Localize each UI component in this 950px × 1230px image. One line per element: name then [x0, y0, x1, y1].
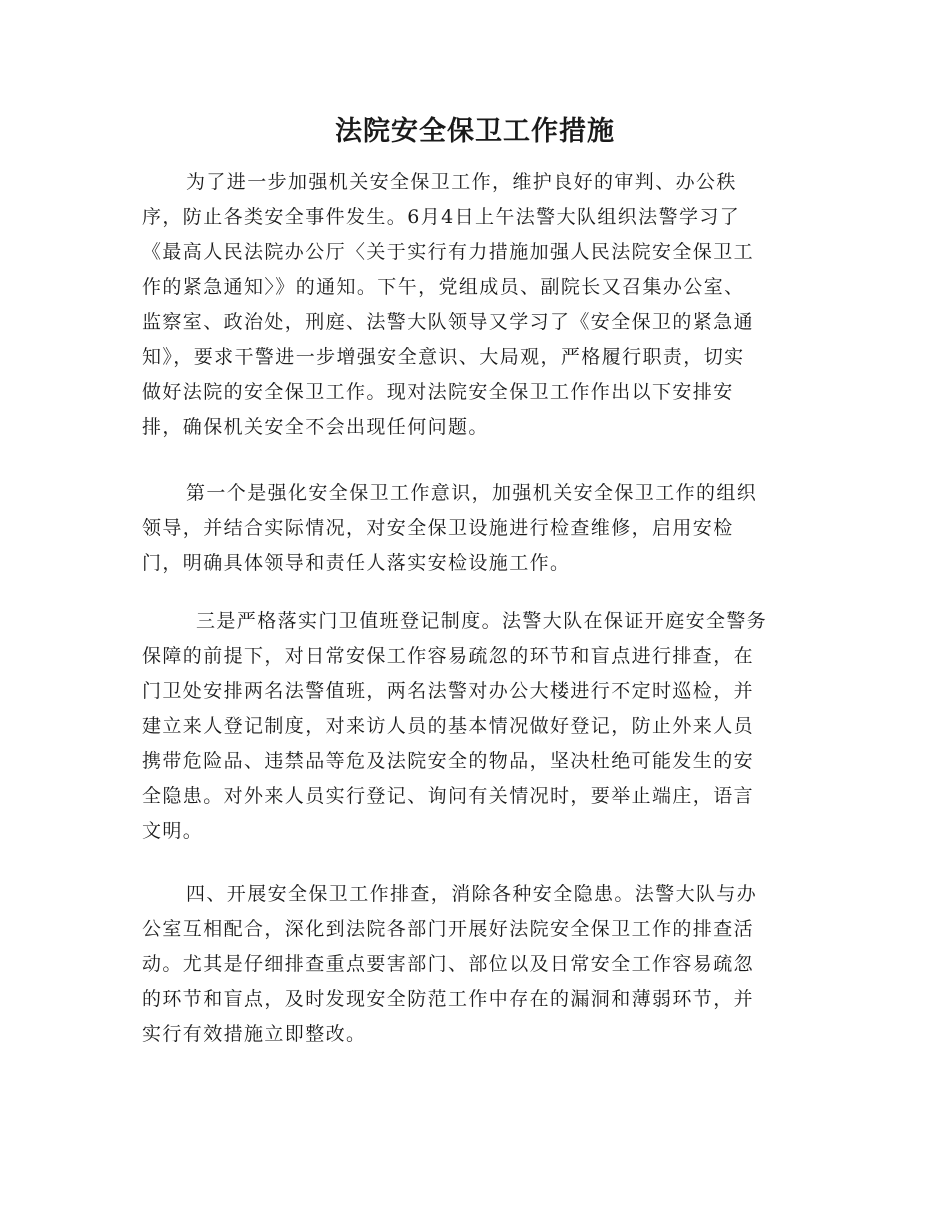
paragraph-line: 保障的前提下，对日常安保工作容易疏忽的环节和盲点进行排查，在: [142, 645, 755, 667]
paragraph-line: 第一个是强化安全保卫工作意识，加强机关安全保卫工作的组织: [186, 482, 758, 504]
paragraph-line: 门卫处安排两名法警值班，两名法警对办公大楼进行不定时巡检，并: [142, 680, 755, 702]
paragraph-line: 《最高人民法院办公厅〈关于实行有力措施加强人民法院安全保卫工: [142, 241, 755, 263]
paragraph-line: 建立来人登记制度，对来访人员的基本情况做好登记，防止外来人员: [142, 715, 755, 737]
paragraph-line: 公室互相配合，深化到法院各部门开展好法院安全保卫工作的排查活: [142, 918, 755, 940]
paragraph-line: 文明。: [142, 820, 204, 842]
paragraph-line: 排，确保机关安全不会出现任何问题。: [142, 416, 489, 438]
paragraph-line: 知》，要求干警进一步增强安全意识、大局观，严格履行职责，切实: [142, 346, 745, 368]
paragraph-line: 为了进一步加强机关安全保卫工作，维护良好的审判、办公秩: [186, 171, 737, 193]
document-title: 法院安全保卫工作措施: [335, 116, 615, 147]
paragraph-line: 动。尤其是仔细排查重点要害部门、部位以及日常安全工作容易疏忽: [142, 953, 755, 975]
paragraph-first-measure: [142, 476, 808, 581]
paragraph-line: 做好法院的安全保卫工作。现对法院安全保卫工作作出以下安排安: [142, 381, 734, 403]
paragraph-line: 监察室、政治处，刑庭、法警大队领导又学习了《安全保卫的紧急通: [142, 311, 755, 333]
paragraph-line: 的环节和盲点，及时发现安全防范工作中存在的漏洞和薄弱环节，并: [142, 988, 755, 1010]
paragraph-line: 全隐患。对外来人员实行登记、询问有关情况时，要举止端庄，语言: [142, 785, 755, 807]
paragraph-line: 门，明确具体领导和责任人落实安检设施工作。: [142, 552, 571, 574]
paragraph-fourth-measure: [142, 877, 808, 1052]
paragraph-line: 领导，并结合实际情况，对安全保卫设施进行检查维修，启用安检: [142, 517, 734, 539]
paragraph-line: 作的紧急通知〉》的通知。下午，党组成员、副院长又召集办公室、: [142, 276, 745, 298]
paragraph-intro: [142, 165, 808, 445]
paragraph-third-measure: [142, 604, 808, 849]
paragraph-line: 四、开展安全保卫工作排查，消除各种安全隐患。法警大队与办: [186, 883, 758, 905]
paragraph-line: 携带危险品、违禁品等危及法院安全的物品，坚决杜绝可能发生的安: [142, 750, 755, 772]
paragraph-line: 实行有效措施立即整改。: [142, 1023, 367, 1045]
paragraph-line: 序，防止各类安全事件发生。6月4日上午法警大队组织法警学习了: [142, 206, 741, 228]
paragraph-line: 三是严格落实门卫值班登记制度。法警大队在保证开庭安全警务: [196, 610, 768, 632]
